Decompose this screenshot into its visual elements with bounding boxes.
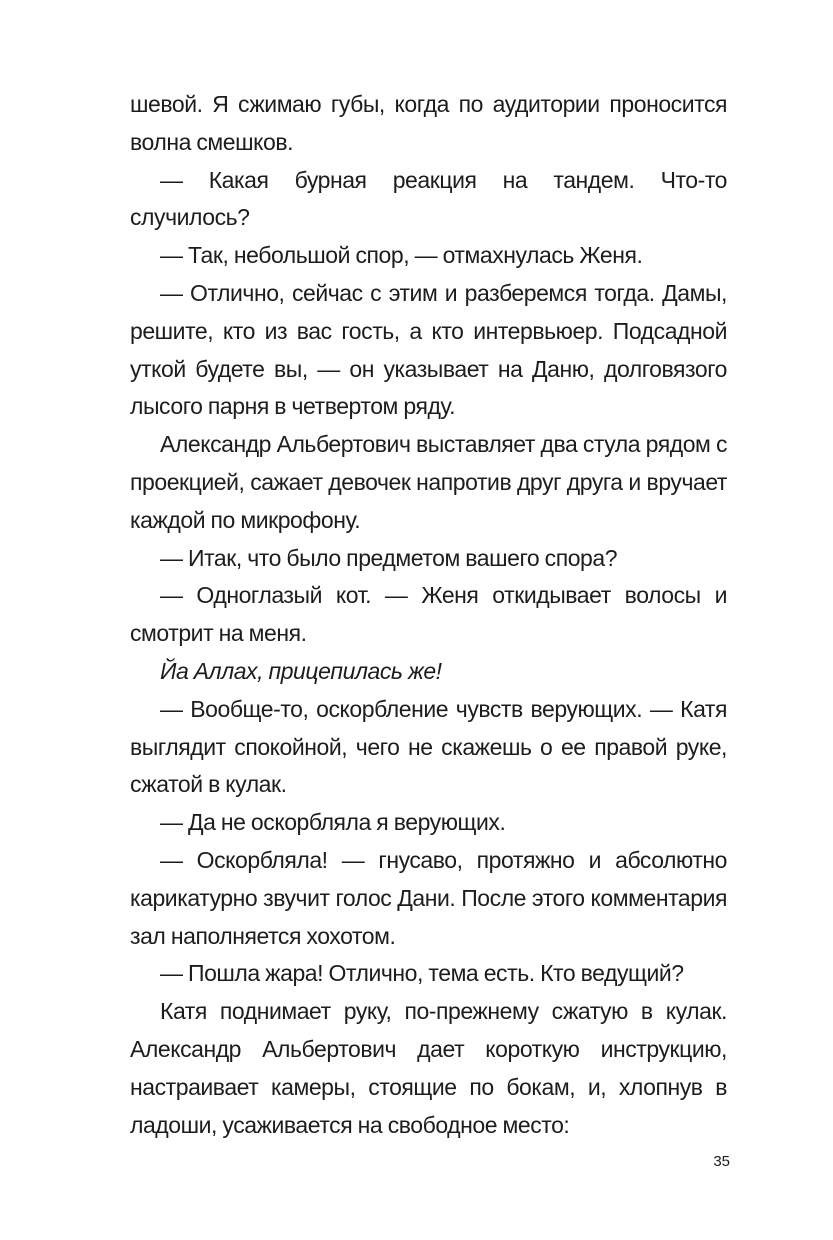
paragraph-1: шевой. Я сжимаю губы, когда по аудитории проносится волна смешков. (130, 91, 727, 155)
paragraph-8-italic-thought: Йа Аллах, прицепилась же! (160, 657, 442, 684)
paragraph-7: — Одноглазый кот. — Женя откидывает волосы и смотрит на меня. (130, 582, 727, 647)
paragraph-10: — Да не оскорбляла я верующих. (160, 809, 506, 836)
body-text (130, 86, 727, 1144)
paragraph-5: Александр Альбертович выставляет два стула рядом с проекцией, сажает девочек напротив друг друга и вручает каждой по микрофону. (130, 431, 727, 533)
paragraph-11: — Оскорбляла! — гнусаво, протяжно и абсолютно карикатурно звучит голос Дани. После этого комментария зал наполняется хохотом. (130, 846, 727, 949)
paragraph-6: — Итак, что было предметом вашего спора? (160, 544, 618, 571)
paragraph-13: Катя поднимает руку, по-прежнему сжатую в кулак. Александр Альбертович дает короткую инструкцию, настраивает камеры, стоящие по бокам, и, хлопнув в ладоши, усаживается на свободное место: (130, 998, 727, 1138)
paragraph-4: — Отлично, сейчас с этим и разберемся тогда. Дамы, решите, кто из вас гость, а кто интервьюер. Подсадной уткой будете вы, — он указывает на Даню, долговязого лысого парня в четвертом ряду. (130, 279, 727, 420)
paragraph-9: — Вообще-то, оскорбление чувств верующих. — Катя выглядит спокойной, чего не скажешь о ее правой руке, сжатой в кулак. (130, 695, 727, 798)
paragraph-2: — Какая бурная реакция на тандем. Что-то случилось? (130, 166, 727, 231)
page-number: 35 (713, 1153, 730, 1170)
paragraph-3: — Так, небольшой спор, — отмахнулась Женя. (160, 242, 643, 269)
paragraph-12: — Пошла жара! Отлично, тема есть. Кто ведущий? (160, 960, 684, 987)
